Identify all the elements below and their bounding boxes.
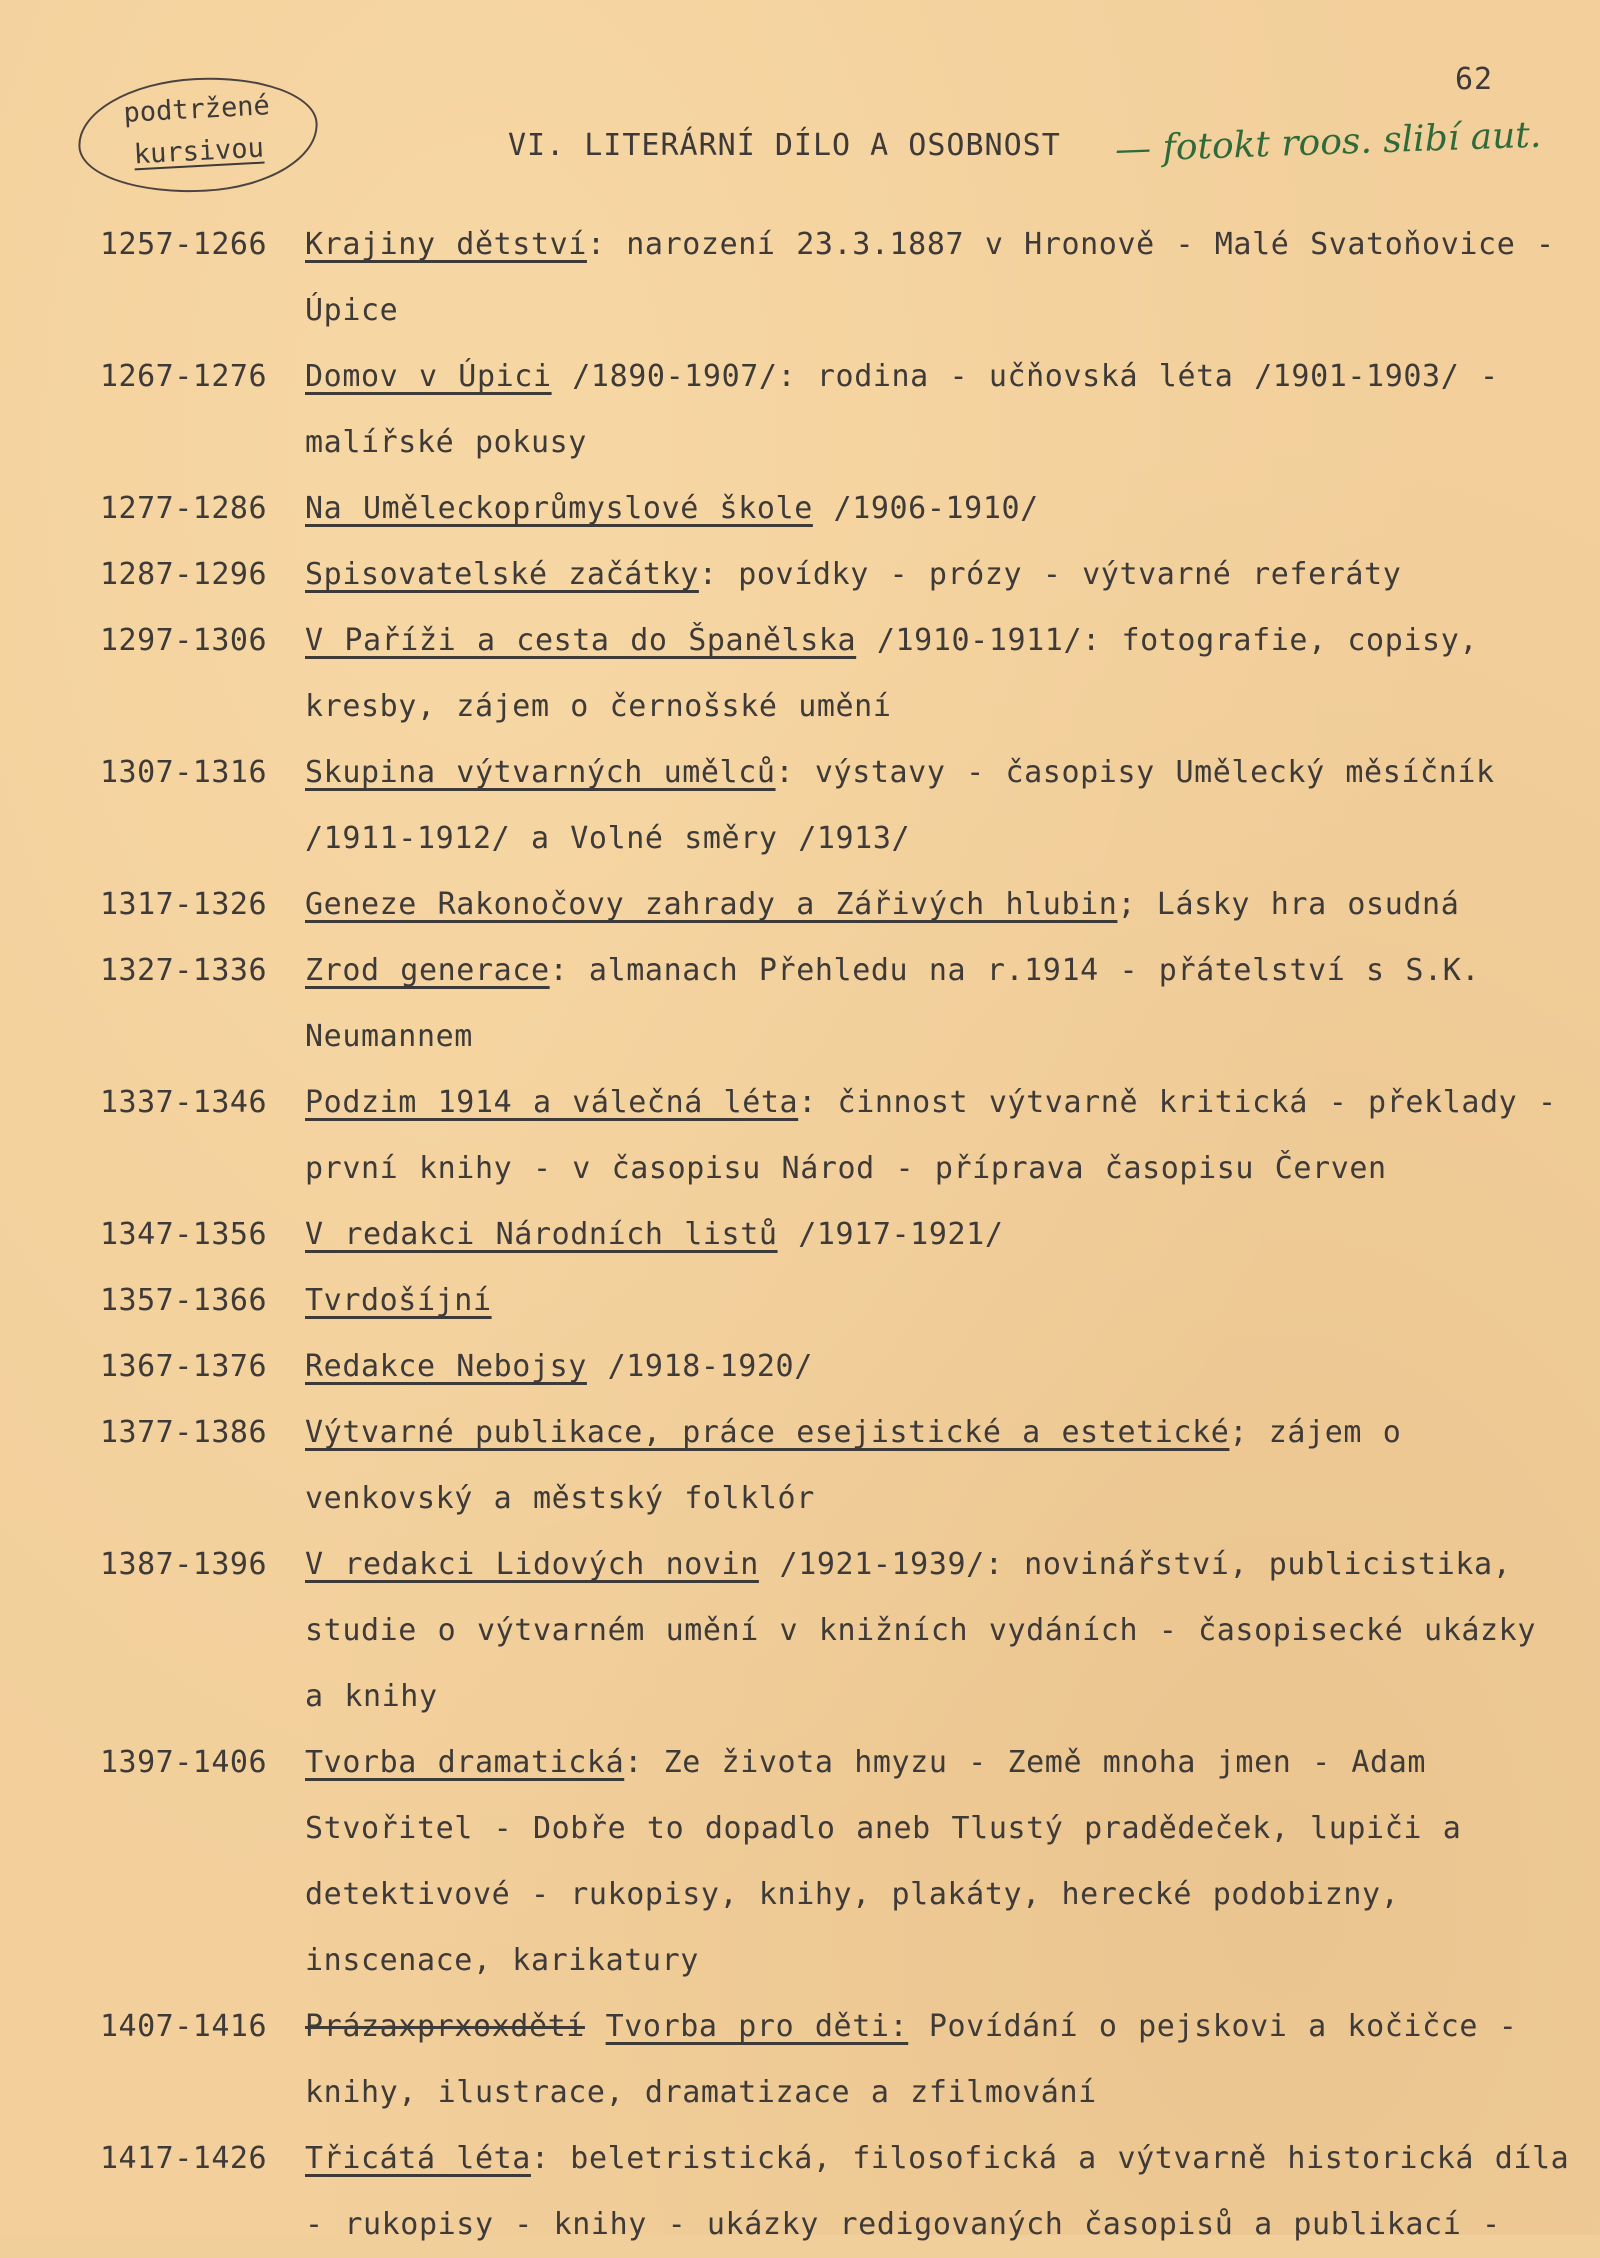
entry-description: : Ze života hmyzu - Země mnoha jmen - Adam Stvořitel - Dobře to dopadlo aneb Tlustý pradědeček, lupiči a detektivové - rukopisy, knihy, plakáty, herecké podobizny, inscenace, karikatury (305, 1745, 1462, 1978)
entry-row (0, 1268, 1600, 1334)
entry-title: Podzim 1914 a válečná léta (305, 1085, 799, 1120)
entry-description: : povídky - prózy - výtvarné referáty (698, 557, 1402, 592)
entry-row (0, 872, 1600, 938)
instruction-stamp (75, 72, 321, 198)
entry-text (305, 740, 1570, 872)
section-heading: VI. LITERÁRNÍ DÍLO A OSOBNOST (508, 128, 1061, 163)
entry-range: 1337-1346 (100, 1085, 268, 1120)
page-number: 62 (1455, 62, 1494, 97)
entry-text (305, 608, 1570, 740)
entry-description: /1921-1939/: novinářství, publicistika, studie o výtvarném umění v knižních vydáních - časopisecké ukázky a knihy (305, 1547, 1536, 1714)
entry-description: /1906-1910/ (812, 491, 1039, 526)
handwritten-note: — fotokt roos. slibí aut. (1114, 114, 1542, 171)
entry-description: /1890-1907/: rodina - učňovská léta /1901-1903/ - malířské pokusy (305, 359, 1499, 460)
entry-row (0, 1400, 1600, 1532)
entry-range: 1277-1286 (100, 491, 268, 526)
entry-description: : almanach Přehledu na r.1914 - přátelství s S.K. Neumannem (305, 953, 1481, 1054)
entry-title: Domov v Úpici (305, 359, 552, 394)
entry-row (0, 1070, 1600, 1202)
entry-row (0, 2126, 1600, 2258)
entry-range: 1327-1336 (100, 953, 268, 988)
entry-title: V redakci Lidových novin (305, 1547, 759, 1582)
entry-description: /1917-1921/ (777, 1217, 1004, 1252)
entry-range: 1367-1376 (100, 1349, 268, 1384)
entry-title: Spisovatelské začátky (305, 557, 699, 592)
entry-description: : beletristická, filosofická a výtvarně historická díla - rukopisy - knihy - ukázky redigovaných časopisů a publikací - (305, 2141, 1570, 2242)
entry-text (305, 1730, 1570, 1994)
entry-row (0, 1730, 1600, 1994)
entry-title: Tvorba pro děti: (605, 2009, 909, 2044)
entry-description: /1910-1911/: fotografie, copisy, kresby, zájem o černošské umění (305, 623, 1479, 724)
entry-row (0, 212, 1600, 344)
stamp-line-1: podtržené (122, 90, 271, 129)
entry-row (0, 608, 1600, 740)
entry-description: ; zájem o venkovský a městský folklór (305, 1415, 1402, 1516)
entry-range: 1417-1426 (100, 2141, 268, 2176)
entry-text (305, 1400, 1570, 1532)
entry-description: : činnost výtvarně kritická - překlady - první knihy - v časopisu Národ - příprava časopisu Červen (305, 1085, 1557, 1186)
entry-text (305, 872, 1570, 938)
entry-text (305, 344, 1570, 476)
entry-title: Na Uměleckoprůmyslové škole (305, 491, 813, 526)
entry-title: Tvorba dramatická (305, 1745, 625, 1780)
entry-text (305, 212, 1570, 344)
entry-range: 1297-1306 (100, 623, 268, 658)
entry-title: Třicátá léta (305, 2141, 531, 2176)
entry-title: Geneze Rakonočovy zahrady a Zářivých hlubin (305, 887, 1118, 922)
entry-row (0, 1202, 1600, 1268)
entry-range: 1317-1326 (100, 887, 268, 922)
entry-range: 1357-1366 (100, 1283, 268, 1318)
entry-row (0, 1994, 1600, 2126)
entry-range: 1287-1296 (100, 557, 268, 592)
struck-text: Prázaxprxoxdětí (305, 2009, 585, 2044)
entry-range: 1397-1406 (100, 1745, 268, 1780)
entry-row (0, 1334, 1600, 1400)
entry-range: 1387-1396 (100, 1547, 268, 1582)
entry-description: /1918-1920/ (586, 1349, 813, 1384)
entry-range: 1307-1316 (100, 755, 268, 790)
entry-row (0, 938, 1600, 1070)
entry-text (305, 1268, 1570, 1334)
entry-row (0, 740, 1600, 872)
entry-row (0, 476, 1600, 542)
entry-row (0, 542, 1600, 608)
entry-title: Redakce Nebojsy (305, 1349, 587, 1384)
entry-text (305, 1994, 1570, 2126)
entry-title: Skupina výtvarných umělců (305, 755, 776, 790)
entry-text (305, 1202, 1570, 1268)
entry-description: : narození 23.3.1887 v Hronově - Malé Svatoňovice - Úpice (305, 227, 1555, 328)
entry-list (0, 212, 1600, 2258)
entry-range: 1407-1416 (100, 2009, 268, 2044)
entry-title: Tvrdošíjní (305, 1283, 492, 1318)
entry-text (305, 1070, 1570, 1202)
entry-text (305, 542, 1570, 608)
entry-title: V Paříži a cesta do Španělska (305, 623, 857, 658)
entry-row (0, 344, 1600, 476)
entry-title: Krajiny dětství (305, 227, 587, 262)
entry-description: Povídání o pejskovi a kočičce - knihy, ilustrace, dramatizace a zfilmování (305, 2009, 1518, 2110)
entry-title: Zrod generace (305, 953, 550, 988)
entry-description: ; Lásky hra osudná (1117, 887, 1460, 922)
entry-description: : výstavy - časopisy Umělecký měsíčník /1911-1912/ a Volné směry /1913/ (305, 755, 1495, 856)
entry-range: 1267-1276 (100, 359, 268, 394)
entry-text (305, 1334, 1570, 1400)
entry-text (305, 938, 1570, 1070)
entry-range: 1347-1356 (100, 1217, 268, 1252)
entry-text (305, 2126, 1570, 2258)
entry-row (0, 1532, 1600, 1730)
entry-range: 1377-1386 (100, 1415, 268, 1450)
entry-text (305, 1532, 1570, 1730)
stamp-line-2: kursivou (133, 132, 265, 171)
entry-title: Výtvarné publikace, práce esejistické a estetické (305, 1415, 1230, 1450)
entry-text (305, 476, 1570, 542)
entry-range: 1257-1266 (100, 227, 268, 262)
entry-title: V redakci Národních listů (305, 1217, 778, 1252)
